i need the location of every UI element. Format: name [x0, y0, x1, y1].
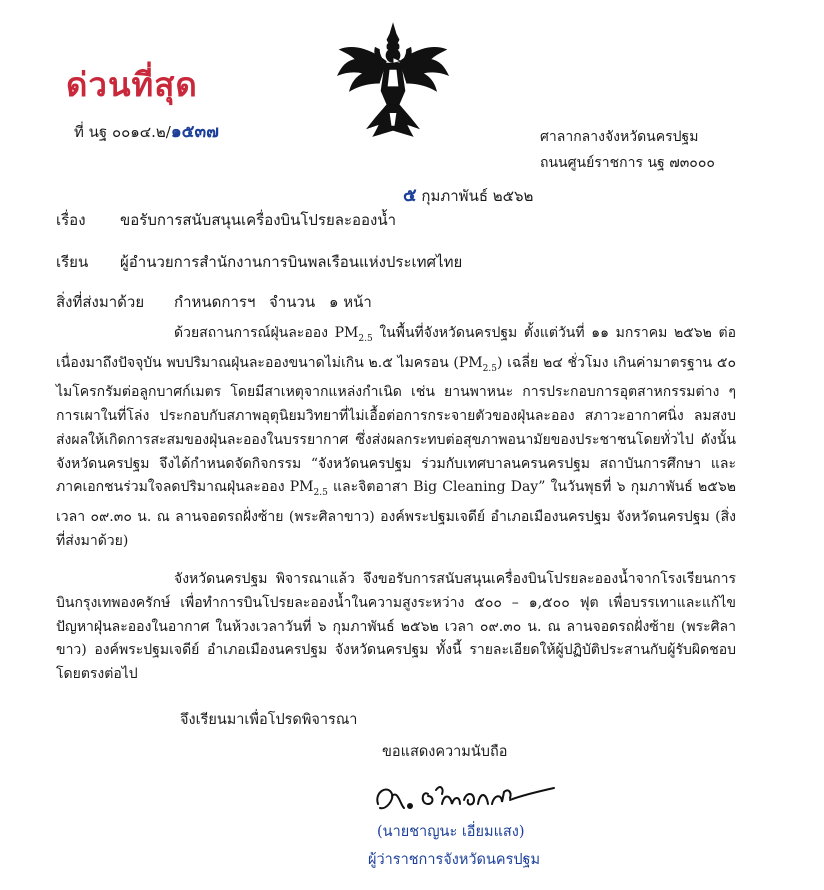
address-line-2: ถนนศูนย์ราชการ นฐ ๗๓๐๐๐	[540, 155, 715, 171]
address-line-1: ศาลากลางจังหวัดนครปฐม	[540, 129, 699, 145]
recipient-label: เรียน	[56, 253, 89, 271]
body-paragraph-2: จังหวัดนครปฐม พิจารณาแล้ว จึงขอรับการสนับสนุนเครื่องบินโปรยละอองน้ำจากโรงเรียนการบินกรุงเทพองครักษ์ เพื่อทำการบินโปรยละอองน้ำในความสูงระหว่าง ๕๐๐ – ๑,๕๐๐ ฟุต เพื่อบรรเทาและแก้ไขปัญหาฝุ่นละอองในอากาศ ในห้วงเวลาวันที่ ๖ กุมภาพันธ์ ๒๕๖๒ เวลา ๐๙.๓๐ น. ณ ลานจอดรถฝั่งซ้าย (พระศิลาขาว) องค์พระปฐมเจดีย์ อำเภอเมืองนครปฐม จังหวัดนครปฐม ทั้งนี้ รายละเอียดให้ผู้ปฏิบัติประสานกับผู้รับผิดชอบโดยตรงต่อไป	[56, 571, 736, 683]
enclosure-line	[56, 290, 372, 314]
handwritten-signature	[370, 770, 560, 820]
reference-number	[74, 118, 219, 145]
regards-line: ขอแสดงความนับถือ	[382, 744, 508, 760]
enclosure-label: สิ่งที่ส่งมาด้วย	[56, 293, 145, 311]
sender-address	[540, 124, 715, 176]
closing-line: จึงเรียนมาเพื่อโปรดพิจารณา	[180, 712, 358, 728]
garuda-emblem-icon	[334, 22, 452, 140]
subject-text: ขอรับการสนับสนุนเครื่องบินโปรยละอองน้ำ	[120, 211, 397, 229]
subject-label: เรื่อง	[56, 211, 86, 229]
reference-handwritten-number: ๑๕๓๗	[170, 122, 219, 142]
enclosure-count-label: จำนวน	[269, 293, 316, 311]
body-paragraph-1: ด้วยสถานการณ์ฝุ่นละออง $PM_{2.5}$ ในพื้นที่จังหวัดนครปฐม ตั้งแต่วันที่ ๑๑ มกราคม ๒๕๖๒ ต่อเนื่องมาถึงปัจจุบัน พบปริมาณฝุ่นละอองขนาดไม่เกิน ๒.๕ ไมครอน $(PM_{2.5})$ เฉลี่ย ๒๔ ชั่วโมง เกินค่ามาตรฐาน ๕๐ ไมโครกรัมต่อลูกบาศก์เมตร โดยมีสาเหตุจากแหล่งกำเนิด เช่น ยานพาหนะ การประกอบการอุตสาหกรรมต่าง ๆ การเผาในที่โล่ง ประกอบกับสภาพอุตุนิยมวิทยาที่ไม่เอื้อต่อการกระจายตัวของฝุ่นละออง สภาวะอากาศนิ่ง ลมสงบ ส่งผลให้เกิดการสะสมของฝุ่นละอองในบรรยากาศ ซึ่งส่งผลกระทบต่อสุขภาพอนามัยของประชาชนโดยทั่วไป ดังนั้น จังหวัดนครปฐม จึงได้กำหนดจัดกิจกรรม “จังหวัดนครปฐม ร่วมกับเทศบาลนครนครปฐม สถาบันการศึกษา และภาคเอกชนร่วมใจลดปริมาณฝุ่นละออง $PM_{2.5}$ และจิตอาสา Big Cleaning Day” ในวันพุธที่ ๖ กุมภาพันธ์ ๒๕๖๒ เวลา ๐๙.๓๐ น. ณ ลานจอดรถฝั่งซ้าย (พระศิลาขาว) องค์พระปฐมเจดีย์ อำเภอเมืองนครปฐม จังหวัดนครปฐม (สิ่งที่ส่งมาด้วย)	[56, 325, 737, 549]
reference-prefix: ที่ นฐ ๐๐๑๔.๒/	[74, 123, 171, 141]
date-handwritten-day: ๕	[403, 185, 417, 206]
recipient-text: ผู้อำนวยการสำนักงานการบินพลเรือนแห่งประเทศไทย	[120, 253, 463, 271]
enclosure-text: กำหนดการฯ	[174, 293, 256, 311]
subject-line	[56, 208, 396, 232]
signer-name: (นายชาญนะ เอี่ยมแสง)	[377, 824, 525, 840]
urgency-stamp: ด่วนที่สุด	[66, 65, 198, 104]
enclosure-count: ๑ หน้า	[329, 293, 372, 311]
recipient-line	[56, 250, 462, 274]
date-month-year: กุมภาพันธ์ ๒๕๖๒	[421, 187, 534, 205]
letter-date	[403, 180, 533, 209]
signer-title: ผู้ว่าราชการจังหวัดนครปฐม	[368, 852, 541, 868]
